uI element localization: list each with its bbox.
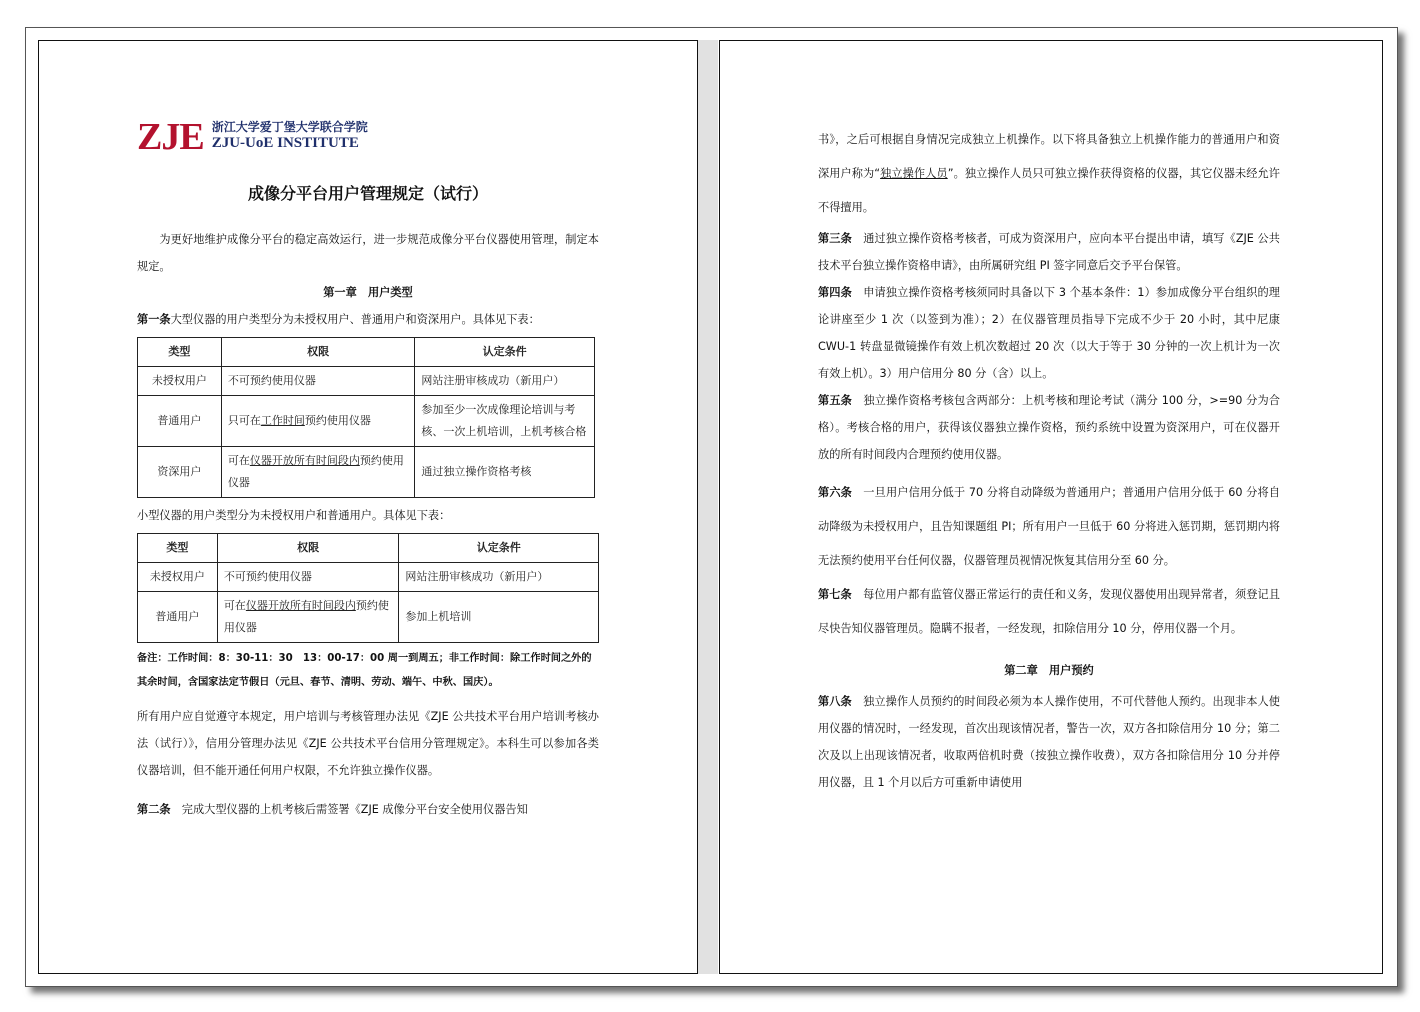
table-row: [138, 592, 599, 643]
intro-paragraph: 为更好地维护成像分平台的稳定高效运行，进一步规范成像分平台仪器使用管理，制定本规定。: [137, 233, 599, 273]
small-instrument-intro: 小型仪器的用户类型分为未授权用户和普通用户。具体见下表：: [137, 509, 451, 522]
table-row: [138, 563, 599, 592]
table-cell: 网站注册审核成功（新用户）: [415, 367, 595, 396]
table-cell: 不可预约使用仪器: [221, 367, 415, 396]
table-cell: 参加至少一次成像理论培训与考核、一次上机培训，上机考核合格: [415, 396, 595, 447]
table-header: 类型: [138, 534, 218, 563]
logo-english-name: ZJU-UoE INSTITUTE: [211, 135, 359, 152]
working-hours-note: 备注：工作时间：8：30-11：30 13：00-17：00 周一到周五；非工作时间：除工作时间之外的其余时间，含国家法定节假日（元旦、春节、清明、劳动、端午、中秋、国庆）。: [137, 653, 592, 688]
table-cell: 普通用户: [138, 592, 218, 643]
article-1: 第一条大型仪器的用户类型分为未授权用户、普通用户和资深用户。具体见下表：: [137, 313, 540, 326]
article-8: 第八条 独立操作人员预约的时间段必须为本人操作使用，不可代替他人预约。出现非本人使用仪器的情况时，一经发现，首次出现该情况者，警告一次，双方各扣除信用分 10 分；第二次及以上出现该情况者，收取两倍机时费（按独立操作收费），双方各扣除信用分 10 分并停用仪器，且 1 个月以后方可重新申请使用: [818, 695, 1280, 789]
table-header: 类型: [138, 338, 222, 367]
table-row: [138, 367, 595, 396]
article-5: 第五条 独立操作资格考核包含两部分：上机考核和理论考试（满分 100 分，>=90 分为合格）。考核合格的用户，获得该仪器独立操作资格，预约系统中设置为资深用户，可在仪器开放的所有时间段内合理预约使用仪器。: [818, 394, 1280, 461]
table-cell: 只可在工作时间预约使用仪器: [221, 396, 415, 447]
document-viewer: [25, 27, 1398, 987]
table-cell: 网站注册审核成功（新用户）: [399, 563, 599, 592]
zje-logo: [137, 117, 599, 157]
table-cell: 可在仪器开放所有时间段内预约使用仪器: [217, 592, 399, 643]
page-2: [719, 40, 1383, 974]
article-4: 第四条 申请独立操作资格考核须同时具备以下 3 个基本条件：1）参加成像分平台组织的理论讲座至少 1 次（以签到为准）；2）在仪器管理员指导下完成不少于 20 小时，其中尼康 CWU-1 转盘显微镜操作有效上机次数超过 20 次（以大于等于 30 分钟的一次上机计为一次有效上机）。3）用户信用分 80 分（含）以上。: [818, 286, 1280, 380]
table-header-row: [138, 534, 599, 563]
table-row: [138, 396, 595, 447]
table-cell: 参加上机培训: [399, 592, 599, 643]
article-7: 第七条 每位用户都有监管仪器正常运行的责任和义务，发现仪器使用出现异常者，须登记且尽快告知仪器管理员。隐瞒不报者，一经发现，扣除信用分 10 分，停用仪器一个月。: [818, 588, 1280, 635]
logo-chinese-name: 浙江大学爱丁堡大学联合学院: [211, 120, 368, 135]
article-2-start: 第二条 完成大型仪器的上机考核后需签署《ZJE 成像分平台安全使用仪器告知: [137, 803, 528, 816]
table-cell: 可在仪器开放所有时间段内预约使用仪器: [221, 447, 415, 498]
page-gutter: [697, 40, 718, 974]
table-cell: 普通用户: [138, 396, 222, 447]
table-header: 认定条件: [399, 534, 599, 563]
table-cell: 未授权用户: [138, 367, 222, 396]
small-instrument-user-table: [137, 533, 599, 643]
chapter-1-heading: 第一章 用户类型: [323, 286, 413, 299]
page-1: [38, 40, 698, 974]
table-header-row: [138, 338, 595, 367]
table-cell: 资深用户: [138, 447, 222, 498]
table-header: 认定条件: [415, 338, 595, 367]
all-users-paragraph: 所有用户应自觉遵守本规定，用户培训与考核管理办法见《ZJE 公共技术平台用户培训考核办法（试行）》，信用分管理办法见《ZJE 公共技术平台信用分管理规定》。本科生可以参加各类仪器培训，但不能开通任何用户权限，不允许独立操作仪器。: [137, 710, 599, 777]
table-row: [138, 447, 595, 498]
logo-mark: ZJE: [137, 116, 204, 158]
large-instrument-user-table: [137, 337, 595, 498]
document-title: 成像分平台用户管理规定（试行）: [247, 184, 488, 203]
chapter-2-heading: 第二章 用户预约: [1004, 664, 1094, 677]
article-6: 第六条 一旦用户信用分低于 70 分将自动降级为普通用户；普通用户信用分低于 60 分将自动降级为未授权用户，且告知课题组 PI；所有用户一旦低于 60 分将进入惩罚期，惩罚期内将无法预约使用平台任何仪器，仪器管理员视情况恢复其信用分至 60 分。: [818, 486, 1280, 567]
table-cell: 未授权用户: [138, 563, 218, 592]
table-header: 权限: [217, 534, 399, 563]
article-3: 第三条 通过独立操作资格考核者，可成为资深用户，应向本平台提出申请，填写《ZJE 公共技术平台独立操作资格申请》，由所属研究组 PI 签字同意后交予平台保管。: [818, 232, 1280, 272]
article-2-continued: 书》，之后可根据自身情况完成独立上机操作。以下将具备独立上机操作能力的普通用户和资深用户称为“独立操作人员”。独立操作人员只可独立操作获得资格的仪器，其它仪器未经允许不得擅用。: [818, 133, 1280, 214]
table-cell: 通过独立操作资格考核: [415, 447, 595, 498]
table-header: 权限: [221, 338, 415, 367]
table-cell: 不可预约使用仪器: [217, 563, 399, 592]
